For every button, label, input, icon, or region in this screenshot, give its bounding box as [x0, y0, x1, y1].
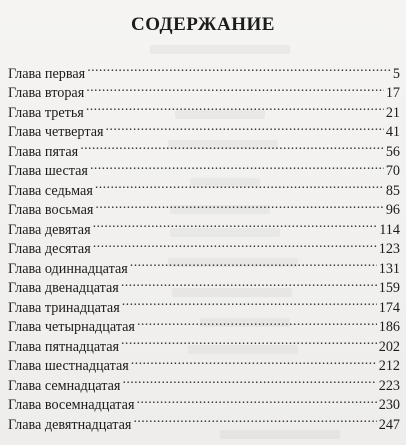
- dot-leader: [95, 175, 384, 195]
- dot-leader: [90, 156, 384, 176]
- page-number: 202: [378, 338, 400, 355]
- dot-leader: [130, 253, 377, 273]
- dot-leader: [121, 331, 377, 351]
- page-number: 123: [378, 241, 400, 257]
- dot-leader: [137, 312, 377, 332]
- dot-leader: [95, 195, 383, 215]
- page-number: 186: [378, 319, 400, 335]
- page-number: 131: [378, 260, 400, 277]
- toc-entry: [8, 58, 400, 82]
- table-of-contents: [8, 58, 400, 433]
- dot-leader: [87, 58, 391, 78]
- chapter-title: Глава тринадцатая: [8, 299, 120, 316]
- page-number: 230: [378, 397, 400, 413]
- dot-leader: [86, 78, 384, 98]
- chapter-title: Глава третья: [8, 104, 84, 121]
- page-number: 114: [379, 221, 400, 238]
- chapter-title: Глава двенадцатая: [8, 280, 119, 296]
- chapter-title: Глава шестнадцатая: [8, 358, 129, 374]
- chapter-title: Глава восьмая: [8, 202, 94, 218]
- dot-leader: [106, 117, 384, 137]
- page-number: 41: [385, 124, 400, 140]
- chapter-title: Глава пятнадцатая: [8, 338, 120, 355]
- page-number: 5: [392, 65, 400, 82]
- page-number: 247: [378, 416, 400, 433]
- chapter-title: Глава десятая: [8, 241, 91, 257]
- chapter-title: Глава восемнадцатая: [8, 397, 135, 413]
- chapter-title: Глава четырнадцатая: [8, 319, 135, 335]
- dot-leader: [133, 409, 376, 429]
- dot-leader: [86, 97, 384, 117]
- page-title: СОДЕРЖАНИЕ: [131, 14, 275, 35]
- chapter-title: Глава пятая: [8, 143, 79, 160]
- page-number: 17: [385, 85, 400, 101]
- page-number: 174: [378, 299, 400, 316]
- page-number: 85: [385, 182, 400, 199]
- chapter-title: Глава четвертая: [8, 124, 104, 140]
- dot-leader: [121, 273, 377, 293]
- chapter-title: Глава семнадцатая: [8, 377, 121, 394]
- page-number: 159: [378, 280, 400, 296]
- page-number: 223: [378, 377, 400, 394]
- chapter-title: Глава одиннадцатая: [8, 260, 128, 277]
- dot-leader: [137, 390, 377, 410]
- dot-leader: [93, 234, 377, 254]
- chapter-title: Глава девятнадцатая: [8, 416, 132, 433]
- chapter-title: Глава первая: [8, 65, 86, 82]
- page-number: 70: [385, 163, 400, 179]
- page-number: 212: [378, 358, 400, 374]
- chapter-title: Глава седьмая: [8, 182, 93, 199]
- dot-leader: [122, 292, 377, 312]
- page-number: 96: [385, 202, 400, 218]
- chapter-title: Глава шестая: [8, 163, 88, 179]
- chapter-title: Глава вторая: [8, 85, 85, 101]
- dot-leader: [122, 370, 376, 390]
- dot-leader: [80, 136, 384, 156]
- chapter-title: Глава девятая: [8, 221, 91, 238]
- dot-leader: [93, 214, 378, 234]
- page-number: 56: [385, 143, 400, 160]
- page-number: 21: [385, 104, 400, 121]
- dot-leader: [131, 351, 377, 371]
